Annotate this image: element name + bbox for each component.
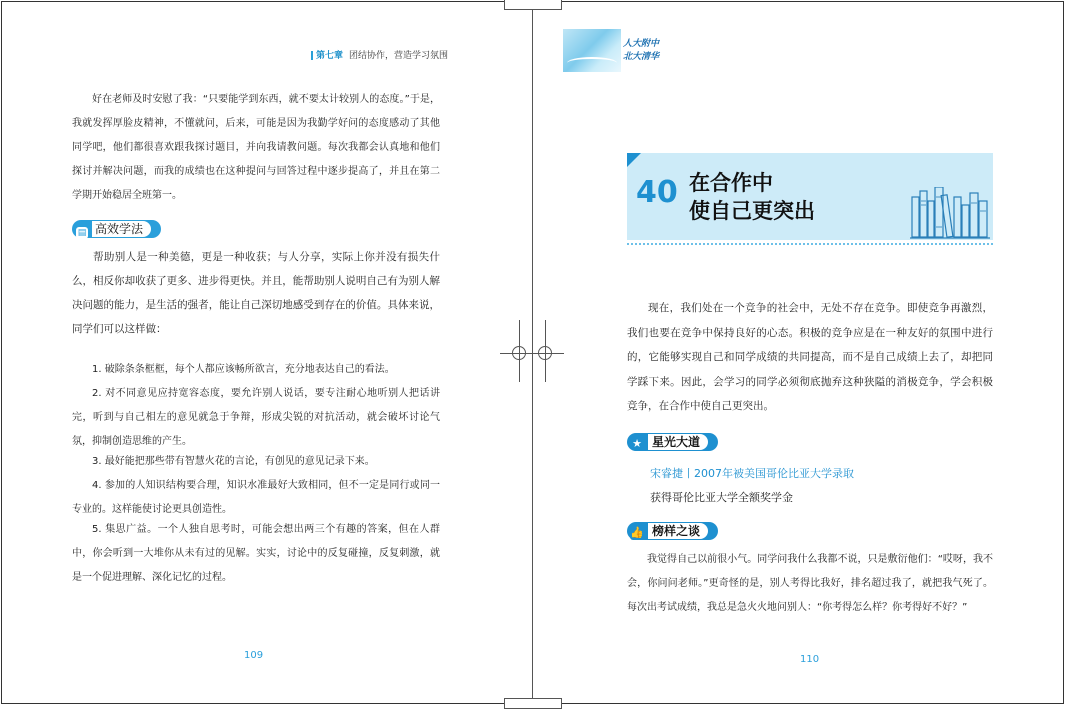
logo-text — [623, 38, 659, 64]
banner-title — [689, 169, 815, 225]
page-number-right: 110 — [800, 654, 820, 665]
running-header — [311, 48, 448, 61]
registration-mark — [500, 320, 564, 384]
notebook-icon: ▤ — [77, 228, 87, 238]
star-icon: ★ — [630, 437, 644, 451]
star-section-title: 星光大道 — [648, 434, 708, 450]
section-tag-efficient-method — [72, 220, 161, 238]
student-award: 获得哥伦比亚大学全额奖学金 — [650, 491, 793, 504]
left-body-paragraph: 帮助别人是一种美德，更是一种收获；与人分享，实际上你并没有损失什么，相反你却收获了更多、进步得更快。并且，能帮助别人说明自己有为别人解决问题的能力，是生活的强者，能让自己深切地感受到存在的价值。具体来说，同学们可以这样做： — [72, 251, 440, 335]
header-title: 团结协作，营造学习氛围 — [349, 51, 449, 61]
talk-section-title: 榜样之谈 — [648, 523, 708, 539]
header-bar — [311, 51, 313, 60]
student-name-line: 宋睿捷丨2007年被美国哥伦比亚大学录取 — [650, 467, 854, 480]
list-item: 5. 集思广益。一个人独自思考时，可能会想出两三个有趣的答案，但在人群中，你会听到一大堆你从未有过的见解。实实，讨论中的反复碰撞，反复刺激，就是一个促进理解、深化记忆的过程。 — [72, 524, 440, 583]
page-number-left: 109 — [244, 650, 264, 661]
banner-divider — [627, 243, 993, 245]
header-chapter: 第七章 — [316, 51, 344, 61]
books-illustration — [910, 187, 990, 239]
left-intro-paragraph: 好在老师及时安慰了我：“只要能学到东西，就不要太计较别人的态度。”于是，我就发挥厚脸皮精神，不懂就问，后来，可能是因为我勤学好问的态度感动了其他同学吧，他们都很喜欢跟我探讨题目，并向我请教问题。每次我都会认真地和他们探讨并解决问题，而我的成绩也在这种提问与回答过程中逐步提高了，并且在第二学期开始稳居全班第一。 — [72, 94, 440, 201]
section-tag-star — [627, 433, 718, 451]
list-item: 1. 破除条条框框，每个人都应该畅所欲言，充分地表达自己的看法。 — [92, 364, 395, 375]
logo-image — [563, 29, 621, 72]
logo-line-2: 北大清华 — [623, 52, 660, 62]
banner-title-line-1: 在合作中 — [689, 171, 773, 195]
section-title: 高效学法 — [92, 221, 151, 237]
chapter-banner — [627, 153, 993, 240]
talk-paragraph: 我觉得自己以前很小气。同学问我什么我都不说，只是敷衍他们：“哎呀，我不会，你问问老师。”更奇怪的是，别人考得比我好，排名超过我了，就把我气死了。每次出考试成绩，我总是急火火地问别人：“你考得怎么样？你考得好不好？” — [627, 554, 993, 613]
right-intro-paragraph: 现在，我们处在一个竞争的社会中，无处不存在竞争。即使竞争再激烈，我们也要在竞争中保持良好的心态。积极的竞争应是在一种友好的氛围中进行的，它能够实现自己和同学成绩的共同提高，而不是自己成绩上去了，却把同学踩下来。因此，会学习的同学必须彻底抛弃这种狭隘的消极竞争，学会积极竞争，在合作中使自己更突出。 — [627, 302, 993, 412]
list-item: 3. 最好能把那些带有智慧火花的言论，有创见的意见记录下来。 — [92, 456, 375, 467]
logo-wave — [567, 57, 617, 69]
list-item: 2. 对不同意见应持宽容态度，要允许别人说话，要专注耐心地听别人把话讲完，听到与自己相左的意见就急于争辩，形成尖锐的对抗活动，就会破坏讨论气氛，抑制创造思维的产生。 — [72, 388, 440, 447]
top-binding-tab — [504, 0, 562, 10]
list-item: 4. 参加的人知识结构要合理，知识水准最好大致相同，但不一定是同行或同一专业的。这样能使讨论更具创造性。 — [72, 480, 440, 515]
section-tag-model-talk — [627, 522, 718, 540]
banner-corner — [627, 153, 641, 167]
logo-line-1: 人大附中 — [623, 39, 660, 49]
banner-number: 40 — [636, 175, 678, 210]
banner-title-line-2: 使自己更突出 — [689, 199, 815, 223]
bottom-binding-tab — [504, 698, 562, 709]
thumbs-up-icon: 👍 — [630, 526, 644, 539]
